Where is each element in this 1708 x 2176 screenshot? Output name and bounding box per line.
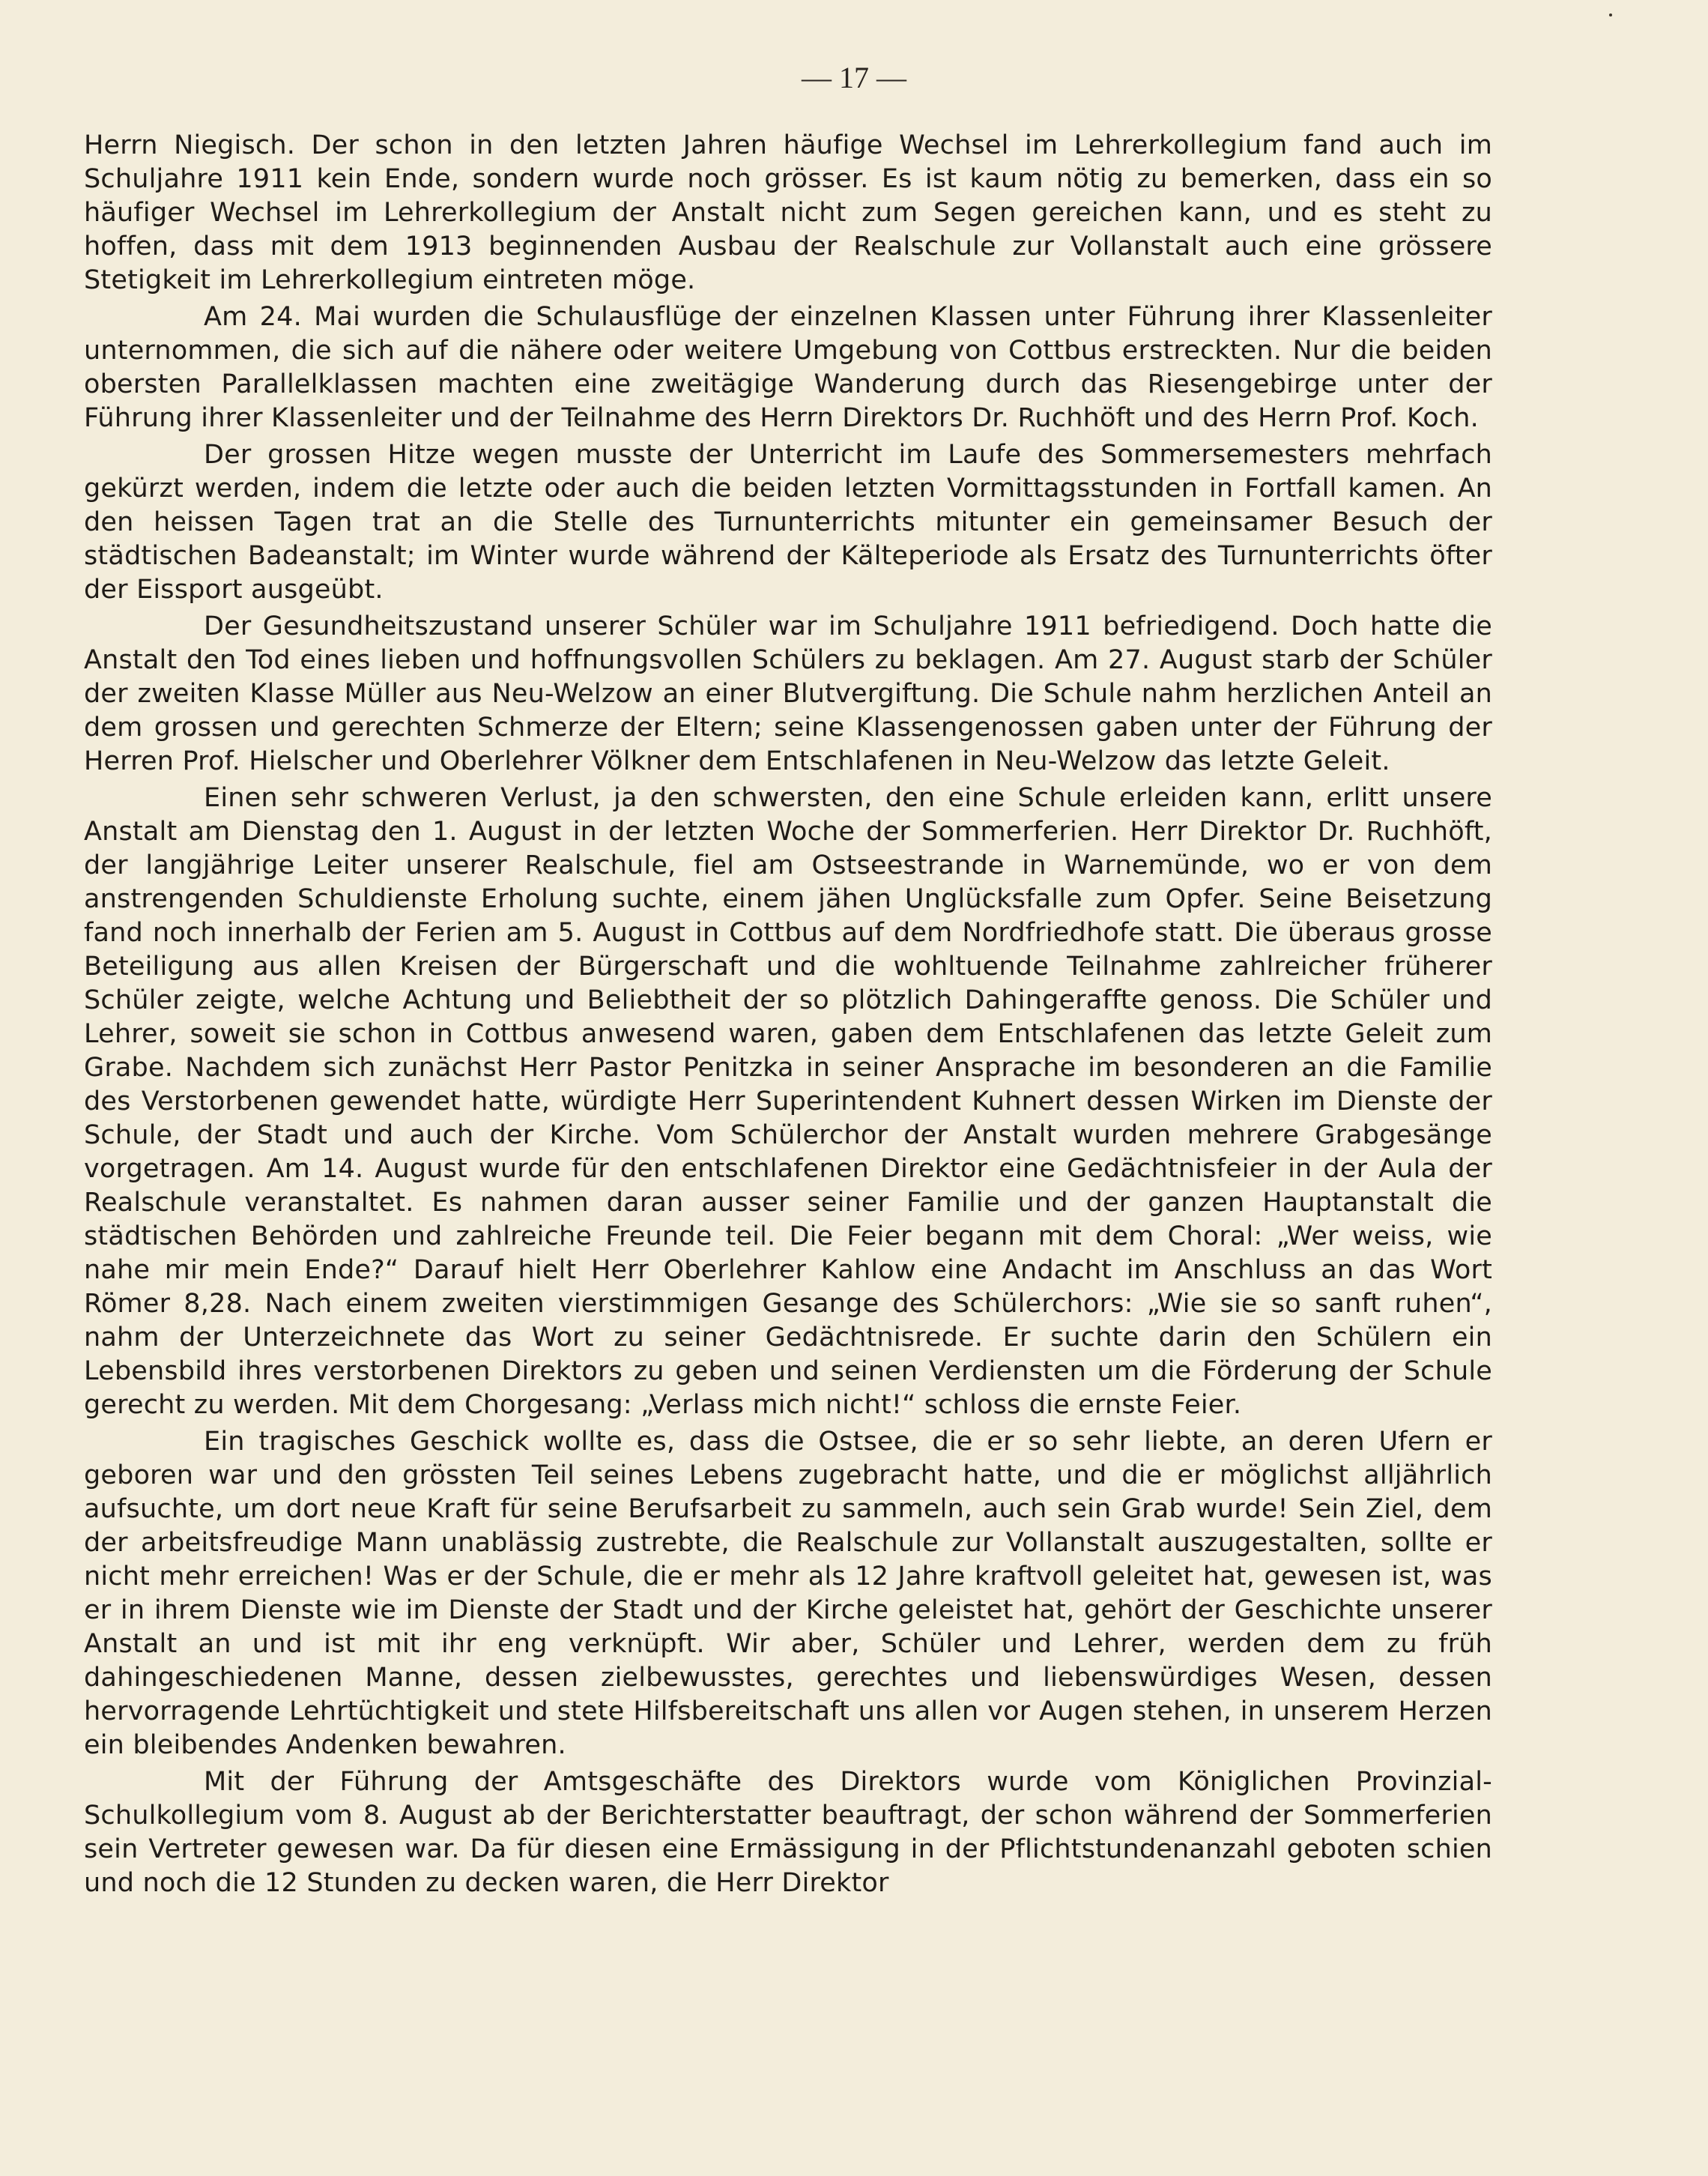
paper-speck bbox=[1609, 13, 1612, 16]
paragraph-3: Der grossen Hitze wegen musste der Unterricht im Laufe des Sommersemesters mehrfach gekürzt werden, indem die letzte oder auch die beiden letzten Vormittagsstunden in Fortfall kamen. An den heissen Tagen trat an die Stelle des Turnunterrichts mitunter ein gemeinsamer Besuch der städtischen Badeanstalt; im Winter wurde während der Kälteperiode als Ersatz des Turnunterrichts öfter der Eissport ausgeübt. bbox=[84, 440, 1492, 605]
paragraph-2: Am 24. Mai wurden die Schulausflüge der einzelnen Klassen unter Führung ihrer Klassenleiter unternommen, die sich auf die nähere oder weitere Umgebung von Cottbus erstreckten. Nur die beiden obersten Parallelklassen machten eine zweitägige Wanderung durch das Riesengebirge unter der Führung ihrer Klassenleiter und der Teilnahme des Herrn Direktors Dr. Ruchhöft und des Herrn Prof. Koch. bbox=[84, 302, 1492, 433]
paragraph-1: Herrn Niegisch. Der schon in den letzten Jahren häufige Wechsel im Lehrerkollegium fand auch im Schuljahre 1911 kein Ende, sondern wurde noch grösser. Es ist kaum nötig zu bemerken, dass ein so häufiger Wechsel im Lehrerkollegium der Anstalt nicht zum Segen gereichen kann, und es steht zu hoffen, dass mit dem 1913 beginnenden Ausbau der Realschule zur Vollanstalt auch eine grössere Stetigkeit im Lehrerkollegium eintreten möge. bbox=[84, 130, 1492, 295]
paragraph-7: Mit der Führung der Amtsgeschäfte des Direktors wurde vom Königlichen Provinzial-Schulkollegium vom 8. August ab der Berichterstatter beauftragt, der schon während der Sommerferien sein Vertreter gewesen war. Da für diesen eine Ermässigung in der Pflichtstundenanzahl geboten schien und noch die 12 Stunden zu decken waren, die Herr Direktor bbox=[84, 1767, 1492, 1898]
paragraph-4: Der Gesundheitszustand unserer Schüler war im Schuljahre 1911 befriedigend. Doch hatte die Anstalt den Tod eines lieben und hoffnungsvollen Schülers zu beklagen. Am 27. August starb der Schüler der zweiten Klasse Müller aus Neu-Welzow an einer Blutvergiftung. Die Schule nahm herzlichen Anteil an dem grossen und gerechten Schmerze der Eltern; seine Klassengenossen gaben unter der Führung der Herren Prof. Hielscher und Oberlehrer Völkner dem Entschlafenen in Neu-Welzow das letzte Geleit. bbox=[84, 611, 1492, 776]
paragraph-6: Ein tragisches Geschick wollte es, dass die Ostsee, die er so sehr liebte, an deren Ufern er geboren war und den grössten Teil seines Lebens zugebracht hatte, und die er möglichst alljährlich aufsuchte, um dort neue Kraft für seine Berufsarbeit zu sammeln, auch sein Grab wurde! Sein Ziel, dem der arbeitsfreudige Mann unablässig zustrebte, die Realschule zur Vollanstalt auszugestalten, sollte er nicht mehr erreichen! Was er der Schule, die er mehr als 12 Jahre kraftvoll geleitet hat, gewesen ist, was er in ihrem Dienste wie im Dienste der Stadt und der Kirche geleistet hat, gehört der Geschichte unserer Anstalt an und ist mit ihr eng verknüpft. Wir aber, Schüler und Lehrer, werden dem zu früh dahingeschiedenen Manne, dessen zielbewusstes, gerechtes und liebenswürdiges Wesen, dessen hervorragende Lehrtüchtigkeit und stete Hilfsbereitschaft uns allen vor Augen stehen, in unserem Herzen ein bleibendes Andenken bewahren. bbox=[84, 1427, 1492, 1760]
paragraph-5: Einen sehr schweren Verlust, ja den schwersten, den eine Schule erleiden kann, erlitt unsere Anstalt am Dienstag den 1. August in der letzten Woche der Sommerferien. Herr Direktor Dr. Ruchhöft, der langjährige Leiter unserer Realschule, fiel am Ostseestrande in Warnemünde, wo er von dem anstrengenden Schuldienste Erholung suchte, einem jähen Unglücksfalle zum Opfer. Seine Beisetzung fand noch innerhalb der Ferien am 5. August in Cottbus auf dem Nordfriedhofe statt. Die überaus grosse Beteiligung aus allen Kreisen der Bürgerschaft und die wohltuende Teilnahme zahlreicher früherer Schüler zeigte, welche Achtung und Beliebtheit der so plötzlich Dahingeraffte genoss. Die Schüler und Lehrer, soweit sie schon in Cottbus anwesend waren, gaben dem Entschlafenen das letzte Geleit zum Grabe. Nachdem sich zunächst Herr Pastor Penitzka in seiner Ansprache im besonderen an die Familie des Verstorbenen gewendet hatte, würdigte Herr Superintendent Kuhnert dessen Wirken im Dienste der Schule, der Stadt und auch der Kirche. Vom Schülerchor der Anstalt wurden mehrere Grabgesänge vorgetragen. Am 14. August wurde für den entschlafenen Direktor eine Gedächtnisfeier in der Aula der Realschule veranstaltet. Es nahmen daran ausser seiner Familie und der ganzen Hauptanstalt die städtischen Behörden und zahlreiche Freunde teil. Die Feier begann mit dem Choral: „Wer weiss, wie nahe mir mein Ende?“ Darauf hielt Herr Oberlehrer Kahlow eine Andacht im Anschluss an das Wort Römer 8,28. Nach einem zweiten vierstimmigen Gesange des Schülerchors: „Wie sie so sanft ruhen“, nahm der Unterzeichnete das Wort zu seiner Gedächtnisrede. Er suchte darin den Schülern ein Lebensbild ihres verstorbenen Direktors zu geben und seinen Verdiensten um die Förderung der Schule gerecht zu werden. Mit dem Chorgesang: „Verlass mich nicht!“ schloss die ernste Feier. bbox=[84, 783, 1492, 1420]
page-number: — 17 — bbox=[802, 61, 906, 94]
body-text bbox=[84, 129, 1492, 1903]
